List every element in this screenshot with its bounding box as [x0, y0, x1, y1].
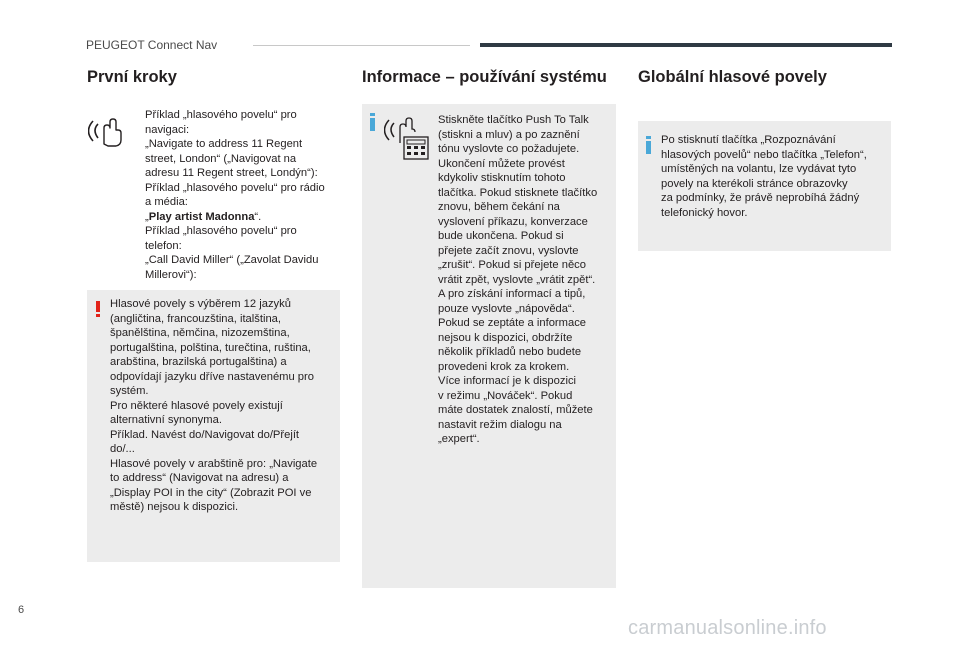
info-line: kdykoliv stisknutím tohoto [438, 172, 566, 184]
voice-keypad-icon [384, 115, 430, 166]
info-line: (stiskni a mluv) a po zaznění [438, 128, 580, 141]
column-title-info: Informace – používání systému [362, 68, 607, 86]
warning-line: (angličtina, francouzština, italština, [110, 312, 282, 325]
warning-line: to address“ (Navigovat na adresu) a [110, 472, 289, 484]
info-marker-icon [646, 136, 651, 159]
info-line: nastavit režim dialogu na [438, 418, 562, 431]
warning-line: „Display POI in the city“ (Zobrazit POI ve [110, 486, 312, 499]
play-suffix: “. [254, 210, 262, 223]
example-line: „Call David Miller“ („Zavolat Davidu [145, 254, 319, 266]
header-title: PEUGEOT Connect Nav [86, 38, 218, 52]
info-marker-icon [370, 113, 375, 136]
info-text [438, 113, 613, 447]
global-line: Po stisknutí tlačítka „Rozpoznávání [661, 134, 836, 146]
warning-line: alternativní synonyma. [110, 414, 222, 426]
info-line: A pro získání informací a tipů, [438, 288, 586, 300]
info-line: Ukončení můžete provést [438, 157, 565, 170]
page-number: 6 [18, 604, 25, 616]
info-line: vyslovení příkazu, konverzace [438, 215, 588, 228]
warning-line: do/... [110, 443, 135, 455]
info-line: tlačítka. Pokud stisknete tlačítko [438, 186, 598, 199]
example-line: „Navigate to address 11 Regent [145, 138, 303, 150]
header-divider-thin [253, 45, 470, 46]
warning-line: Hlasové povely v arabštině pro: „Navigate [110, 457, 318, 470]
warning-text [110, 297, 340, 515]
info-line: „expert“. [438, 433, 480, 445]
footer-watermark: carmanualsonline.info [628, 617, 827, 639]
info-line: v režimu „Nováček“. Pokud [438, 389, 573, 402]
example-line: navigaci: [145, 123, 190, 136]
info-line: nejsou k dispozici, obdržíte [438, 331, 573, 344]
column-title-global: Globální hlasové povely [638, 68, 827, 86]
warning-line: portugalština, polština, turečtina, ruština, [110, 341, 311, 354]
play-bold: Play artist Madonna [148, 210, 255, 223]
info-line: Více informací je k dispozici [438, 375, 577, 387]
example-line: Příklad „hlasového povelu“ pro [145, 109, 297, 121]
global-line: hlasových povelů“ nebo tlačítka „Telefon“, [661, 148, 867, 161]
example-line: Příklad „hlasového povelu“ pro [145, 225, 297, 237]
header-divider-thick [480, 43, 892, 47]
warning-line: odpovídají jazyku dříve nastavenému pro [110, 370, 314, 383]
example-line: adresu 11 Regent street, Londýn“): [145, 167, 318, 179]
global-text [661, 133, 889, 220]
example-line: Příklad „hlasového povelu“ pro rádio [145, 181, 325, 194]
info-line: pouze vyslovte „nápověda“. [438, 302, 575, 315]
warning-line: arabština, brazilská portugalština) a [110, 356, 287, 368]
global-line: umístěných na volantu, lze vydávat tyto [661, 163, 857, 175]
info-line: máte dostatek znalostí, můžete [438, 404, 593, 416]
info-line: tónu vyslovte co požadujete. [438, 143, 580, 155]
global-line: povely na kterékoli stránce obrazovky [661, 177, 848, 190]
first-steps-examples [145, 108, 345, 282]
voice-hand-icon [88, 116, 128, 153]
warning-line: španělština, němčina, nizozemština, [110, 327, 290, 339]
info-line: provedeni krok za krokem. [438, 360, 570, 373]
global-line: za podmínky, že právě neprobíhá žádný [661, 192, 860, 204]
warning-line: Příklad. Navést do/Navigovat do/Přejít [110, 428, 300, 441]
warning-line: Pro některé hlasové povely existují [110, 399, 283, 412]
info-line: několik příkladů nebo budete [438, 346, 582, 358]
warning-line: Hlasové povely s výběrem 12 jazyků [110, 298, 291, 310]
example-line: telefon: [145, 239, 182, 252]
play-prefix: „ [145, 210, 149, 223]
warning-marker-icon [96, 301, 100, 317]
info-line: Pokud se zeptáte a informace [438, 317, 587, 329]
info-line: „zrušit“. Pokud si přejete něco [438, 259, 586, 271]
global-line: telefonický hovor. [661, 206, 748, 219]
info-line: přejete začít znovu, vyslovte [438, 244, 579, 257]
example-line: Millerovi“): [145, 268, 197, 281]
example-play-line [145, 210, 345, 225]
info-line: znovu, během čekání na [438, 201, 560, 213]
example-line: street, London“ („Navigovat na [145, 152, 297, 165]
warning-line: městě) nejsou k dispozici. [110, 501, 239, 513]
column-title-first-steps: První kroky [87, 68, 177, 86]
info-line: Stiskněte tlačítko Push To Talk [438, 114, 589, 126]
info-line: vrátit zpět, vyslovte „vrátit zpět“. [438, 273, 596, 286]
example-line: a média: [145, 196, 188, 208]
info-line: bude ukončena. Pokud si [438, 230, 564, 242]
warning-line: systém. [110, 385, 149, 397]
